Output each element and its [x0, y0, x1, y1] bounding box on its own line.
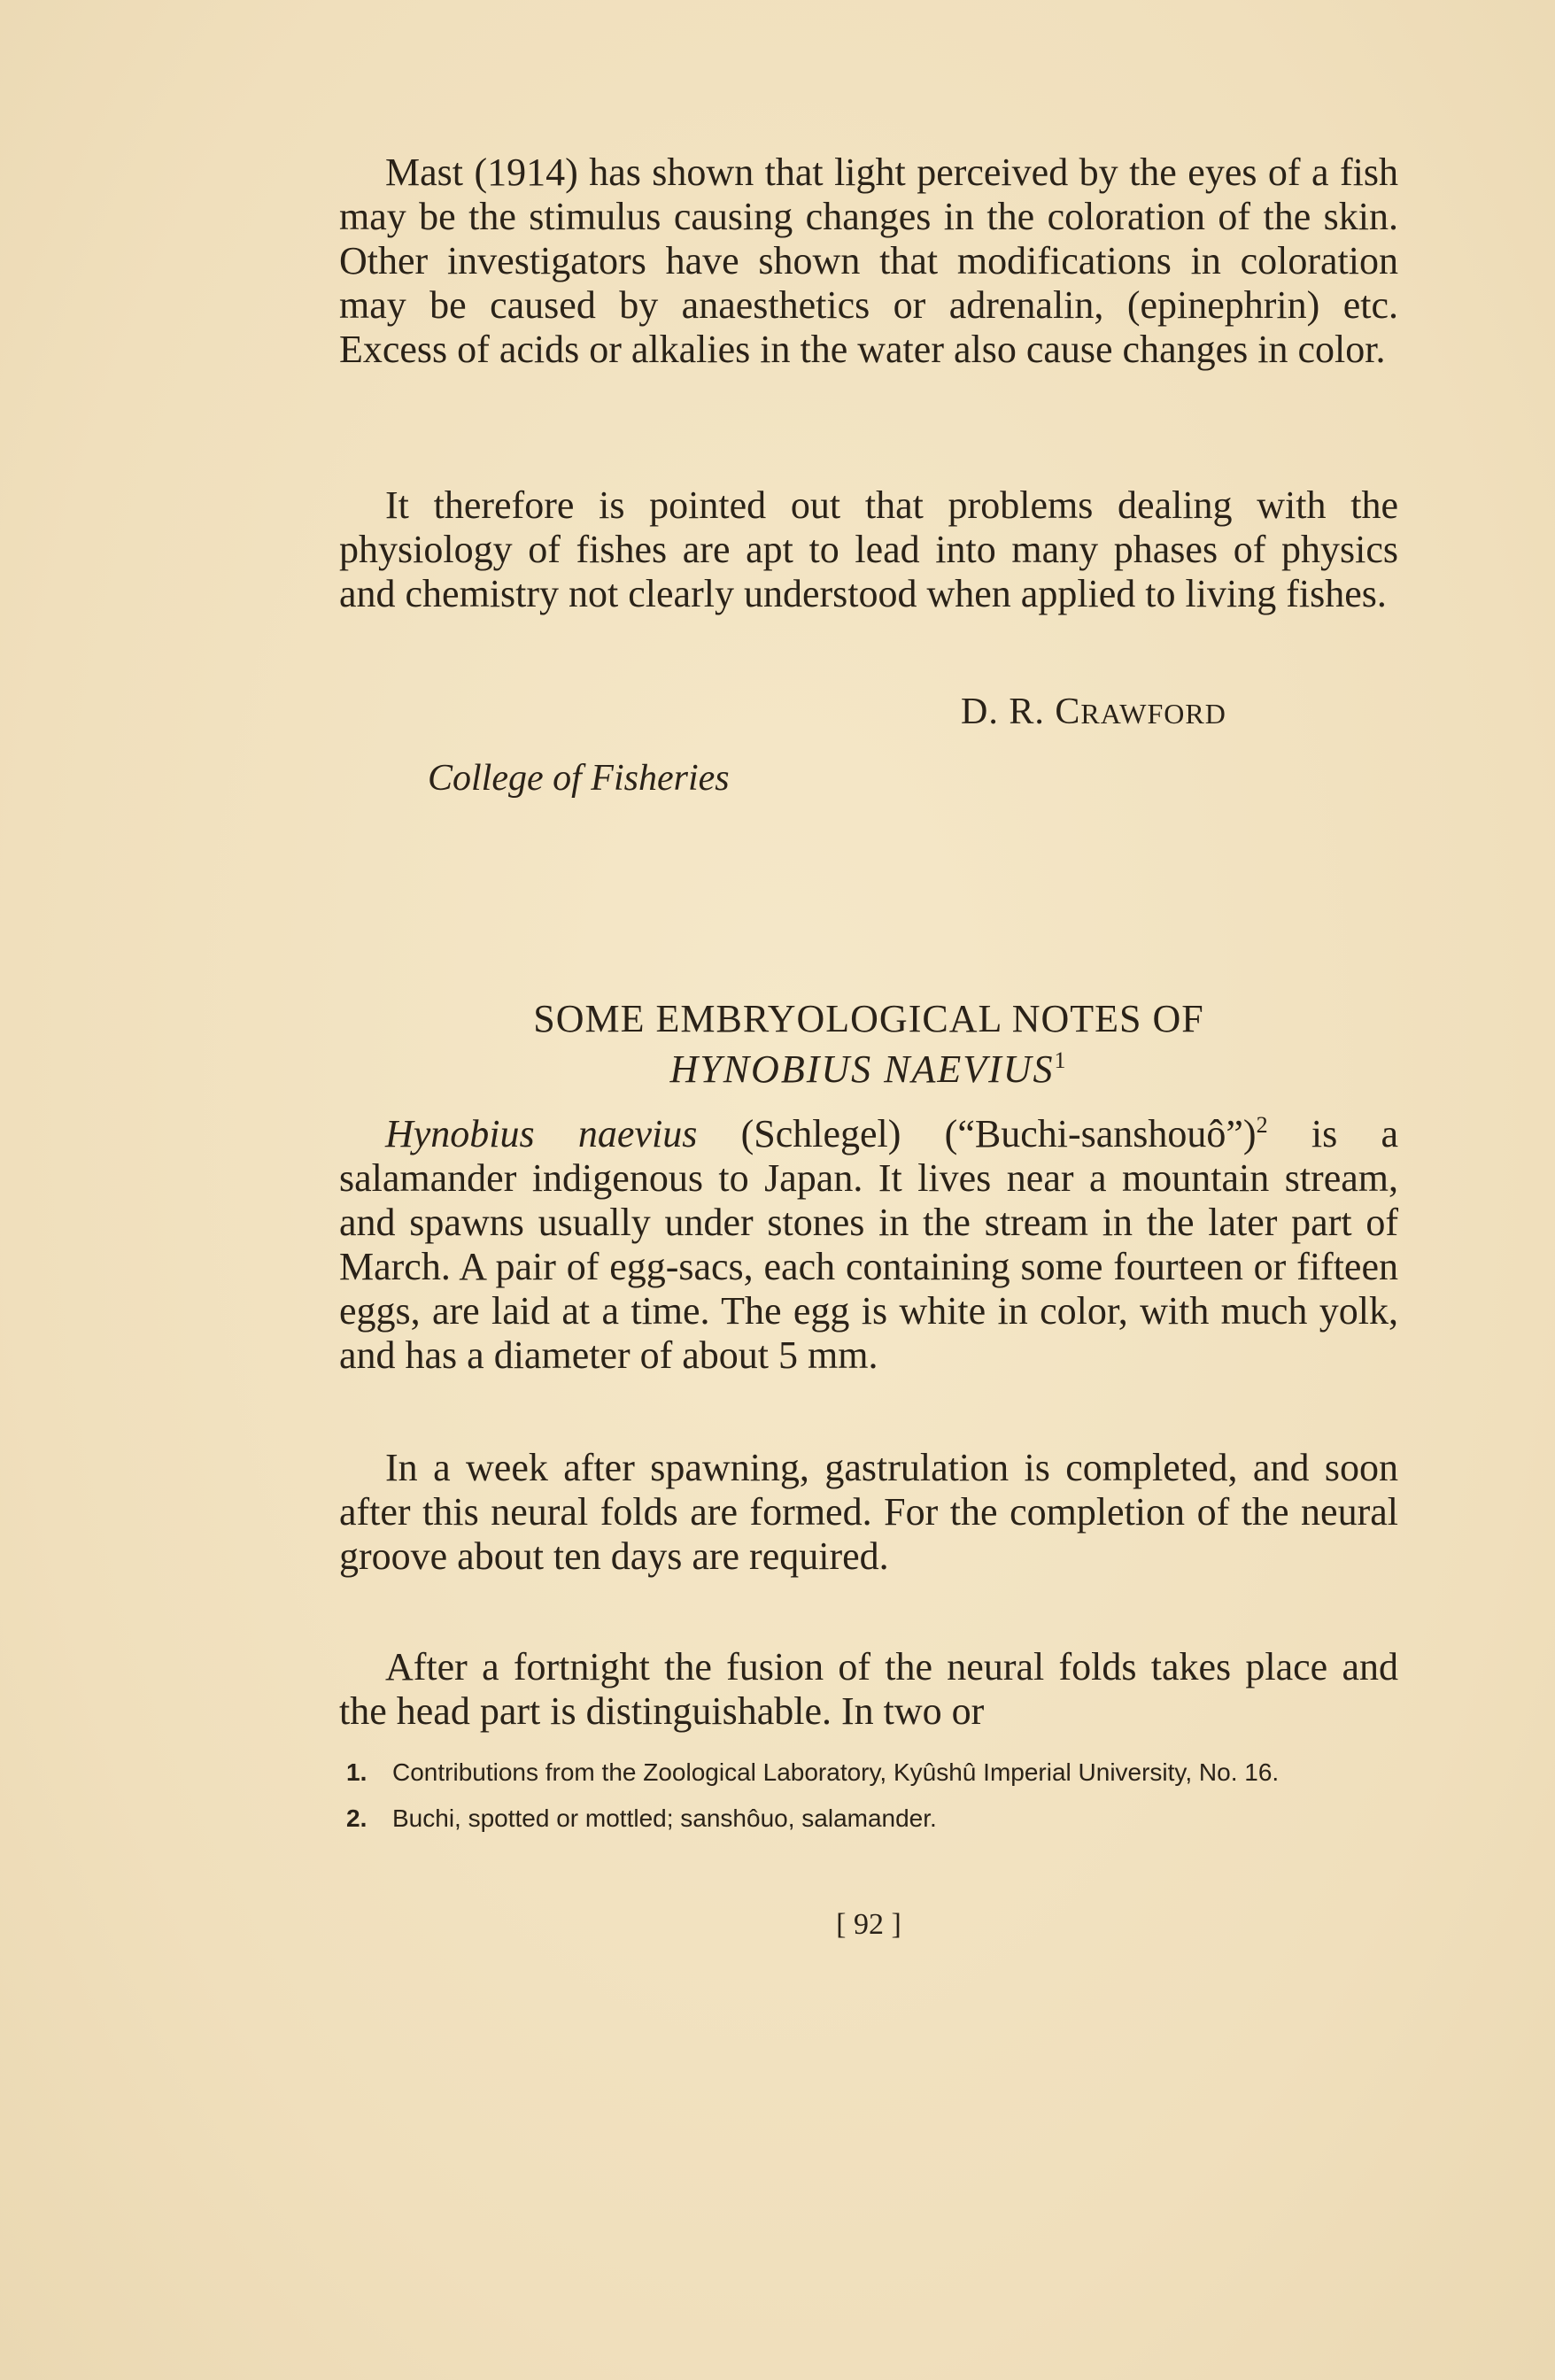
paragraph-lead: (Schlegel) (“Buchi-sanshouô”): [697, 1112, 1257, 1155]
species-name: Hynobius naevius: [385, 1112, 698, 1155]
paragraph-fortnight: [339, 1645, 1398, 1734]
footnote-1: [339, 1758, 1398, 1788]
paragraph-rest: is a salamander indigenous to Japan. It lives near a mountain stream, and spawns usually under stones in the stream in the later part of March. A pair of egg-sacs, each containing some fourteen or fifteen eggs, are laid at a time. The egg is white in color, with much yolk, and has a diameter of about 5 mm.: [339, 1112, 1398, 1377]
footnote-2: [339, 1804, 1398, 1834]
article-subtitle: [339, 1047, 1398, 1093]
paragraph-text: In a week after spawning, gastrulation is completed, and soon after this neural folds are formed. For the completion of the neural groove about ten days are required.: [339, 1446, 1398, 1578]
article-title: SOME EMBRYOLOGICAL NOTES OF: [533, 997, 1204, 1040]
footnotes: [339, 1758, 1398, 1850]
signature-surname: RAWFORD: [1080, 698, 1226, 730]
footnote-ref-2: 2: [1256, 1112, 1268, 1138]
article-subtitle-text: HYNOBIUS NAEVIUS: [669, 1047, 1055, 1091]
footnote-text: Contributions from the Zoological Laboratory, Kyûshû Imperial University, No. 16.: [392, 1758, 1280, 1786]
paragraph-mast: [339, 151, 1398, 372]
signature-initials: D. R. C: [961, 692, 1081, 732]
paragraph-hynobius: [339, 1112, 1398, 1378]
paragraph-text: It therefore is pointed out that problems dealing with the physiology of fishes are apt to lead into many phases of physics and chemistry not clearly understood when applied to living fishes.: [339, 483, 1398, 615]
footnote-number: 2.: [346, 1804, 367, 1832]
author-signature: [961, 691, 1226, 733]
author-affiliation: College of Fisheries: [428, 758, 730, 799]
paragraph-text: Mast (1914) has shown that light perceived by the eyes of a fish may be the stimulus causing changes in the coloration of the skin. Other investigators have shown that modifications in coloration may be caused by anaesthetics or adrenalin, (epinephrin) etc. Excess of acids or alkalies in the water also cause changes in color.: [339, 151, 1398, 371]
footnote-ref-1: 1: [1054, 1047, 1068, 1073]
paragraph-physiology: [339, 483, 1398, 616]
page-number: [ 92 ]: [836, 1908, 901, 1941]
footnote-number: 1.: [346, 1758, 367, 1786]
footnote-text: Buchi, spotted or mottled; sanshôuo, salamander.: [392, 1804, 937, 1832]
paragraph-text: [339, 1112, 1398, 1378]
paragraph-gastrulation: [339, 1446, 1398, 1579]
paragraph-text: After a fortnight the fusion of the neural folds takes place and the head part is distinguishable. In two or: [339, 1645, 1398, 1733]
